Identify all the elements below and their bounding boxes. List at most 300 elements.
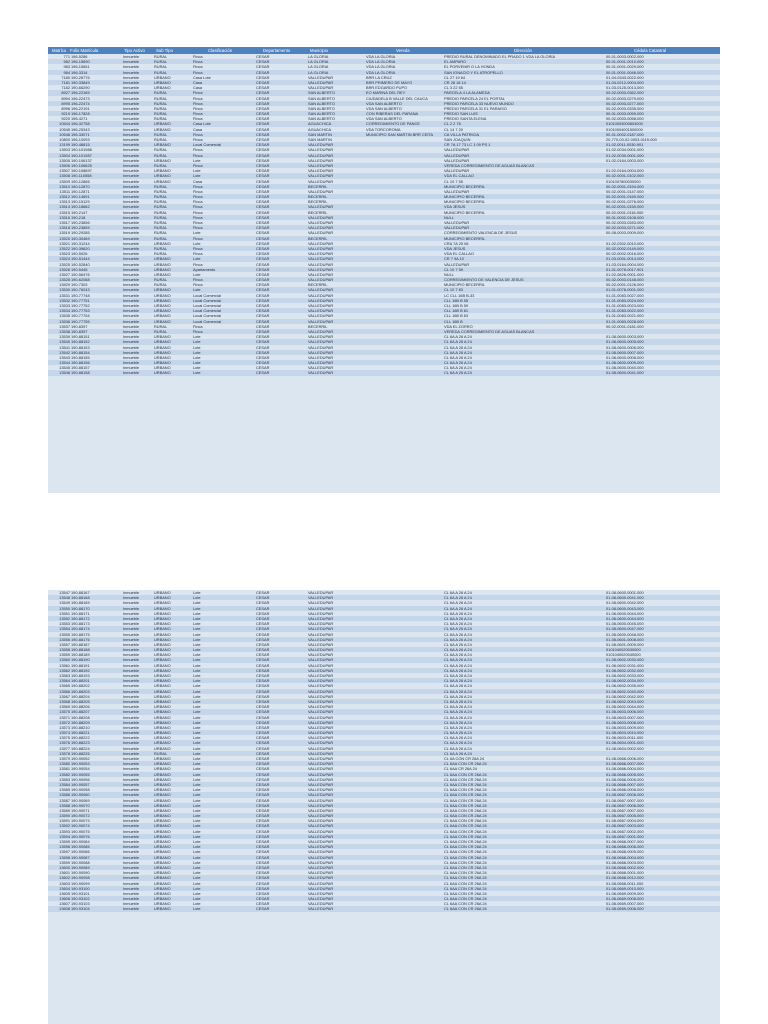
table-cell: Inmueble <box>123 173 140 179</box>
table-cell: LA GLORIA <box>308 69 329 75</box>
table-cell: Inmueble <box>123 323 140 329</box>
table-cell: 01-08-0603-0007-000 <box>606 714 644 720</box>
table-cell: CESAR <box>256 652 270 658</box>
table-cell: Inmueble <box>123 277 140 283</box>
table-cell: Finca <box>193 204 203 210</box>
table-cell: CESAR <box>256 688 270 694</box>
table-cell: URBANO <box>154 693 171 699</box>
table-cell: URBANO <box>154 287 171 293</box>
table-cell: CESAR <box>256 595 270 601</box>
table-cell: Inmueble <box>123 370 140 376</box>
table-cell: CESAR <box>256 673 270 678</box>
table-cell: 01-02-0011-0030-901 <box>606 142 644 148</box>
table-cell: 190-52840 <box>71 261 90 267</box>
table-cell: VDA LA GLORIA <box>366 64 396 70</box>
table-cell: URBANO <box>154 168 171 174</box>
table-cell: Lote <box>193 730 201 736</box>
table-cell: Inmueble <box>123 839 140 844</box>
table-cell: Inmueble <box>123 776 140 782</box>
table-cell: CESAR <box>256 199 270 205</box>
table-cell: 196-17828 <box>71 111 90 117</box>
table-cell: Lote <box>193 647 201 653</box>
table-cell: 190-90073 <box>71 818 90 824</box>
table-cell: 01-08-0666-0004-000 <box>606 766 644 772</box>
table-cell: RURAL <box>154 194 168 200</box>
table-cell: Lote <box>193 797 201 803</box>
table-cell: 01-08-0667-0007-000 <box>606 797 644 803</box>
table-cell: 01-03-0001-0014-000 <box>606 256 644 262</box>
table-cell: CESAR <box>256 647 270 653</box>
table-cell: 01-08-0668-0005-000 <box>606 849 644 855</box>
table-cell: Finca <box>193 209 203 215</box>
table-row[interactable] <box>48 370 720 375</box>
table-cell: 13584 <box>59 781 70 787</box>
table-cell: Inmueble <box>123 365 140 371</box>
table-cell: 01-04-0212-0004-000 <box>606 79 644 85</box>
table-cell: Lote <box>193 370 201 376</box>
table-cell: 13558 <box>59 647 70 653</box>
table-cell: CL 6A A 26 A 24 <box>444 750 472 756</box>
table-cell: Inmueble <box>123 59 140 65</box>
table-cell: VALLEDUPAR <box>308 854 334 860</box>
table-cell: CL 6AA CON CR 26A 24 <box>444 870 487 876</box>
table-cell: 01-08-0602-0031-000 <box>606 662 644 668</box>
table-row[interactable] <box>48 906 720 911</box>
table-cell: URBANO <box>154 740 171 746</box>
table-cell: Inmueble <box>123 183 140 189</box>
table-cell: CESAR <box>256 188 270 194</box>
table-cell: Inmueble <box>123 349 140 355</box>
table-cell: CESAR <box>256 183 270 189</box>
table-cell: 13599 <box>59 859 70 865</box>
table-cell: CL 6A A 26 A 24 <box>444 590 472 595</box>
table-cell: URBANO <box>154 802 171 808</box>
table-cell: URBANO <box>154 683 171 689</box>
table-cell: 13597 <box>59 849 70 855</box>
table-cell: 13541 <box>59 344 70 350</box>
table-cell: Finca <box>193 328 203 334</box>
table-cell: URBANO <box>154 121 171 127</box>
table-cell: URBANO <box>154 714 171 720</box>
table-cell: 8994 <box>61 95 70 101</box>
table-cell: CL 6A A 26 A 24 <box>444 339 472 345</box>
table-cell: CL 6AA CON CR 26A 24 <box>444 787 487 793</box>
table-cell: 13514 <box>59 204 70 210</box>
table-cell: 13522 <box>59 245 70 251</box>
table-cell: 13594 <box>59 833 70 839</box>
table-cell: 01-01-0078-0017-901 <box>606 266 644 272</box>
table-cell: Inmueble <box>123 220 140 225</box>
table-cell: VALLEDUPAR <box>308 885 334 891</box>
table-cell: Inmueble <box>123 297 140 303</box>
table-cell: Finca <box>193 131 203 137</box>
table-cell: 190-88152 <box>71 339 90 345</box>
table-cell: Finca <box>193 323 203 329</box>
table-cell: Lote <box>193 901 201 907</box>
table-cell: NULL <box>444 214 454 220</box>
table-cell: 190-90076 <box>71 833 90 839</box>
table-cell: CESAR <box>256 605 270 611</box>
table-cell: CESAR <box>256 54 270 59</box>
table-cell: RURAL <box>154 277 168 283</box>
table-cell: VDA EL CALLAO <box>444 251 474 257</box>
table-cell: CESAR <box>256 69 270 75</box>
table-cell: VALLEDUPAR <box>308 334 334 340</box>
table-cell: Lote <box>193 719 201 725</box>
column-header[interactable]: Departamento <box>263 48 291 53</box>
table-cell: Lote <box>193 890 201 896</box>
table-cell: Lote <box>193 854 201 860</box>
table-cell: CESAR <box>256 230 270 236</box>
table-cell: Lote <box>193 849 201 855</box>
table-cell: CESAR <box>256 240 270 246</box>
table-cell: URBANO <box>154 297 171 303</box>
table-cell: CL 10 7 83 <box>444 287 463 293</box>
table-cell: CL 6A A 26 A 24 <box>444 704 472 710</box>
table-cell: VALLEDUPAR <box>308 698 334 704</box>
table-cell: URBANO <box>154 303 171 308</box>
table-cell: 01-08-0600-0040-000 <box>606 365 644 371</box>
table-cell: 01-08-0602-0040-000 <box>606 688 644 694</box>
table-cell: VALLEDUPAR <box>308 787 334 793</box>
table-cell: VALLEDUPAR <box>308 271 334 277</box>
table-cell: VEREDA CORREGIMIENTO DE AGUAS BLANCAS <box>444 162 535 168</box>
table-cell: URBANO <box>154 667 171 673</box>
table-cell: Inmueble <box>123 194 140 200</box>
table-cell: Inmueble <box>123 303 140 308</box>
table-cell: Finca <box>193 152 203 158</box>
table-cell: CESAR <box>256 318 270 324</box>
table-cell: CL 6AA CON CR 26A 24 <box>444 828 487 834</box>
table-cell: RURAL <box>154 95 168 101</box>
table-cell: 190-56476 <box>71 271 90 277</box>
table-cell: Finca <box>193 235 203 241</box>
table-cell: Inmueble <box>123 595 140 601</box>
column-header[interactable]: Matrícu <box>52 48 67 53</box>
table-cell: VALLEDUPAR <box>308 168 334 174</box>
table-cell: CR 7A 17 73 LC 1 09 PS 1 <box>444 142 491 148</box>
table-cell: 01-08-0602-0043-000 <box>606 698 644 704</box>
table-cell: 01-08-0667-0006-000 <box>606 802 644 808</box>
table-cell: Inmueble <box>123 693 140 699</box>
table-cell: Local Comercial <box>193 313 221 319</box>
table-cell: 13576 <box>59 740 70 746</box>
table-cell: 13506 <box>59 162 70 168</box>
table-cell: VALLEDUPAR <box>308 693 334 699</box>
table-cell: 190-23856 <box>71 220 90 225</box>
table-cell: 13507 <box>59 168 70 174</box>
table-cell: CESAR <box>256 683 270 689</box>
table-cell: 190-23859 <box>71 225 90 231</box>
table-cell: VALLEDUPAR <box>308 303 334 308</box>
table-cell: 01-01-0078-0001-000 <box>606 287 644 293</box>
column-header[interactable]: Dirección <box>514 48 532 53</box>
table-cell: 13586 <box>59 792 70 798</box>
table-cell: VDA TORCOROMA <box>366 126 401 132</box>
table-cell: Lote <box>193 880 201 886</box>
table-cell: 01-08-0602-0034-000 <box>606 678 644 684</box>
table-cell: PREDIO RURAL DENOMINADO EL PRADO 1 VDA LA GLORIA <box>444 54 556 59</box>
table-cell: Lote <box>193 802 201 808</box>
table-cell: CL 6A A 26 A 24 <box>444 610 472 616</box>
table-cell: 196-10093 <box>71 137 90 142</box>
table-cell: Inmueble <box>123 626 140 632</box>
table-cell: CESAR <box>256 657 270 663</box>
table-cell: 01-08-0603-0008-000 <box>606 719 644 725</box>
table-cell: 196-22191 <box>71 105 90 111</box>
table-cell: CL 6A A 26 A 24 <box>444 631 472 637</box>
table-cell: CL 6A A 26 A 24 <box>444 730 472 736</box>
table-cell: Inmueble <box>123 698 140 704</box>
table-cell: URBANO <box>154 724 171 730</box>
table-cell: VALLEDUPAR <box>308 828 334 834</box>
table-cell: VALLEDUPAR <box>444 147 470 153</box>
table-cell: CESAR <box>256 344 270 350</box>
table-cell: Inmueble <box>123 64 140 70</box>
table-cell: 190-77754 <box>71 313 90 319</box>
table-cell: 190-14691 <box>71 194 90 200</box>
table-cell: EL PORVENIR O LA HONDA <box>444 64 495 70</box>
table-cell: VALLEDUPAR <box>308 245 334 251</box>
table-cell: CESAR <box>256 251 270 257</box>
table-cell: CESAR <box>256 173 270 179</box>
table-cell: Inmueble <box>123 756 140 761</box>
column-header[interactable]: Folio Matrícula <box>70 48 99 53</box>
table-cell: VALLEDUPAR <box>308 818 334 824</box>
table-cell: Lote <box>193 657 201 663</box>
table-cell: RURAL <box>154 131 168 137</box>
table-cell: 190-93103 <box>71 901 90 907</box>
table-cell: Lote <box>193 750 201 756</box>
table-cell: Inmueble <box>123 318 140 324</box>
table-cell: 01-08-0604-0001-000 <box>606 740 644 746</box>
column-header[interactable]: Cédula Catastral <box>634 48 667 53</box>
table-cell: URBANO <box>154 761 171 767</box>
table-cell: Lote <box>193 590 201 595</box>
table-cell: CL 6A A 26 A 24 <box>444 667 472 673</box>
table-cell: RURAL <box>154 162 168 168</box>
table-cell: MUNICIPIO BECERRIL <box>444 235 486 241</box>
table-cell: CESAR <box>256 880 270 886</box>
table-cell: AGUACHICA <box>308 121 332 127</box>
table-cell: 01-08-0600-0041-000 <box>606 595 644 601</box>
table-cell: Inmueble <box>123 787 140 793</box>
table-cell: Finca <box>193 214 203 220</box>
column-header[interactable]: Municipio <box>310 48 329 53</box>
table-cell: BECERRIL <box>308 209 328 215</box>
table-cell: URBANO <box>154 880 171 886</box>
table-cell: PREDIO PARCELA 33 NUEVO MUNDO <box>444 100 514 106</box>
table-cell: Lote <box>193 761 201 767</box>
table-cell: URBANO <box>154 657 171 663</box>
table-cell: Inmueble <box>123 600 140 606</box>
table-cell: CL 6A A 26 A 24 <box>444 621 472 627</box>
table-cell: Inmueble <box>123 890 140 896</box>
table-cell: VALLEDUPAR <box>308 745 334 751</box>
table-cell: Lote <box>193 256 201 262</box>
table-cell: 20-770-00-02-0003-0119-000 <box>606 137 657 142</box>
table-cell: 13553 <box>59 621 70 627</box>
table-cell: 190-77755 <box>71 318 90 324</box>
table-cell: Inmueble <box>123 813 140 819</box>
table-cell: VALLEDUPAR <box>308 792 334 798</box>
table-cell: NULL <box>444 271 454 277</box>
table-cell: 13559 <box>59 652 70 658</box>
table-cell: 13521 <box>59 240 70 246</box>
table-cell: 00-01-0001-0029-000 <box>606 64 644 70</box>
table-cell: VALLEDUPAR <box>444 188 470 194</box>
table-cell: CESAR <box>256 90 270 96</box>
table-cell: URBANO <box>154 662 171 668</box>
table-cell: Lote <box>193 844 201 850</box>
table-cell: VALLEDUPAR <box>308 880 334 886</box>
table-cell: CESAR <box>256 64 270 70</box>
table-cell: URBANO <box>154 370 171 376</box>
table-cell: 190-88222 <box>71 735 90 741</box>
table-cell: Lote <box>193 698 201 704</box>
table-cell: 190-90055 <box>71 771 90 777</box>
table-cell: Inmueble <box>123 828 140 834</box>
table-cell: CA VILLA PATRICIA <box>444 131 480 137</box>
table-cell: 01-08-0600-0005-000 <box>606 339 644 345</box>
table-cell: Lote <box>193 813 201 819</box>
table-cell: CL 6A A 26 A 24 <box>444 724 472 730</box>
table-cell: CESAR <box>256 636 270 642</box>
table-cell: Finca <box>193 111 203 117</box>
table-cell: 01-08-0600-0044-000 <box>606 610 644 616</box>
table-cell: URBANO <box>154 844 171 850</box>
table-cell: URBANO <box>154 709 171 715</box>
table-cell: 01-08-0666-0008-000 <box>606 787 644 793</box>
table-cell: CL 6AA CON CR 26A 24 <box>444 890 487 896</box>
table-cell: VALLEDUPAR <box>308 590 334 595</box>
table-cell: CL 6AA CON CR 26A 24 <box>444 854 487 860</box>
table-cell: CESAR <box>256 74 270 80</box>
table-cell: CL 6AA CON CR 26A 24 <box>444 792 487 798</box>
table-cell: Finca <box>193 64 203 70</box>
table-cell: VALLEDUPAR <box>308 875 334 881</box>
table-cell: Finca <box>193 137 203 142</box>
table-cell: Inmueble <box>123 688 140 694</box>
table-cell: Lote <box>193 605 201 611</box>
table-cell: 01-08-0601-0008-000 <box>606 636 644 642</box>
table-cell: CESAR <box>256 750 270 756</box>
table-cell: 190-8397 <box>71 328 88 334</box>
table-cell: 190-88156 <box>71 360 90 366</box>
table-cell: Lote <box>193 287 201 293</box>
table-cell: CESAR <box>256 370 270 376</box>
table-cell: 190-90088 <box>71 859 90 865</box>
table-cell: 771 <box>63 54 70 59</box>
table-cell: 196-3314 <box>71 69 88 75</box>
table-cell: CL 10 7 55 <box>444 178 463 184</box>
table-cell: VALLEDUPAR <box>308 360 334 366</box>
table-cell: CL 6A A 26 A 24 <box>444 365 472 371</box>
table-cell: 13579 <box>59 756 70 761</box>
table-cell: VDA EL ZORRO <box>444 323 473 329</box>
column-header[interactable]: Tipo Activo <box>124 48 145 53</box>
table-cell: CON RIBERAS DEL PARANA <box>366 111 419 117</box>
table-cell: CESAR <box>256 600 270 606</box>
table-cell: LA GLORIA <box>308 64 329 70</box>
table-cell: VALLEDUPAR <box>444 157 470 163</box>
table-cell: VDA LA GLORIA <box>366 59 396 65</box>
table-cell: CL 6AA CON CR 26A 24 <box>444 839 487 844</box>
table-cell: 00-02-0003-0148-000 <box>606 277 644 283</box>
table-cell: 13504 <box>59 152 70 158</box>
table-cell: Casa <box>193 178 203 184</box>
table-cell: URBANO <box>154 271 171 277</box>
table-cell: CESAR <box>256 328 270 334</box>
table-cell: Lote <box>193 756 201 761</box>
table-cell: CESAR <box>256 365 270 371</box>
table-cell: Inmueble <box>123 95 140 101</box>
column-header[interactable]: Clasificación <box>208 48 233 53</box>
table-cell: CESAR <box>256 235 270 241</box>
table-cell: Lote <box>193 839 201 844</box>
table-cell: BECERRIL <box>308 194 328 200</box>
table-cell: PREDIO SAN LUIS <box>444 111 478 117</box>
table-cell: Inmueble <box>123 719 140 725</box>
table-cell: PARCELA 4 LA ALAMEDA <box>444 90 490 96</box>
table-cell: 13572 <box>59 719 70 725</box>
table-cell: Lote <box>193 870 201 876</box>
table-cell: 01-08-0667-0003-000 <box>606 823 644 829</box>
table-cell: Lote <box>193 745 201 751</box>
table-cell: 00-01-0002-0108-000 <box>606 214 644 220</box>
table-cell: VALLEDUPAR <box>308 678 334 684</box>
table-cell: VALLEDUPAR <box>308 365 334 371</box>
table-cell: URBANO <box>154 870 171 876</box>
table-cell: 13593 <box>59 828 70 834</box>
table-cell: 01-08-0600-0003-000 <box>606 334 644 340</box>
table-cell: VALLEDUPAR <box>308 662 334 668</box>
table-cell: BRR EDGARDO PUPO <box>366 85 408 91</box>
table-cell: CESAR <box>256 667 270 673</box>
table-cell: 13577 <box>59 745 70 751</box>
table-cell: 190-90086 <box>71 849 90 855</box>
table-cell: RURAL <box>154 152 168 158</box>
table-cell: 01-08-0667-0005-000 <box>606 813 644 819</box>
column-header[interactable]: Sub Tipo <box>156 48 173 53</box>
table-cell: 190-77748 <box>71 292 90 298</box>
table-cell: VALLEDUPAR <box>308 807 334 813</box>
table-cell: 13548 <box>59 595 70 601</box>
table-cell: Inmueble <box>123 906 140 912</box>
table-cell: VALLEDUPAR <box>308 657 334 663</box>
table-cell: URBANO <box>154 673 171 678</box>
table-cell: 01-08-0668-0002-000 <box>606 864 644 870</box>
table-cell: Inmueble <box>123 287 140 293</box>
table-cell: 10800 <box>59 137 70 142</box>
table-cell: URBANO <box>154 74 171 80</box>
table-cell: CORREGIMIENTO DE PANCE <box>366 121 420 127</box>
table-cell: 190-90057 <box>71 781 90 787</box>
table-cell: EL AMPARO <box>444 59 467 65</box>
column-header[interactable]: Vereda <box>396 48 410 53</box>
table-cell: 13512 <box>59 194 70 200</box>
table-cell: 00-01-0003-0002-000 <box>606 54 644 59</box>
table-cell: CESAR <box>256 178 270 184</box>
table-cell: Lote <box>193 709 201 715</box>
table-cell: URBANO <box>154 318 171 324</box>
table-cell: 190-88208 <box>71 714 90 720</box>
table-cell: CESAR <box>256 105 270 111</box>
table-cell: CESAR <box>256 870 270 876</box>
table-cell: VALLEDUPAR <box>308 85 334 91</box>
table-cell: 190-48815 <box>71 142 90 148</box>
table-cell: 13526 <box>59 266 70 272</box>
